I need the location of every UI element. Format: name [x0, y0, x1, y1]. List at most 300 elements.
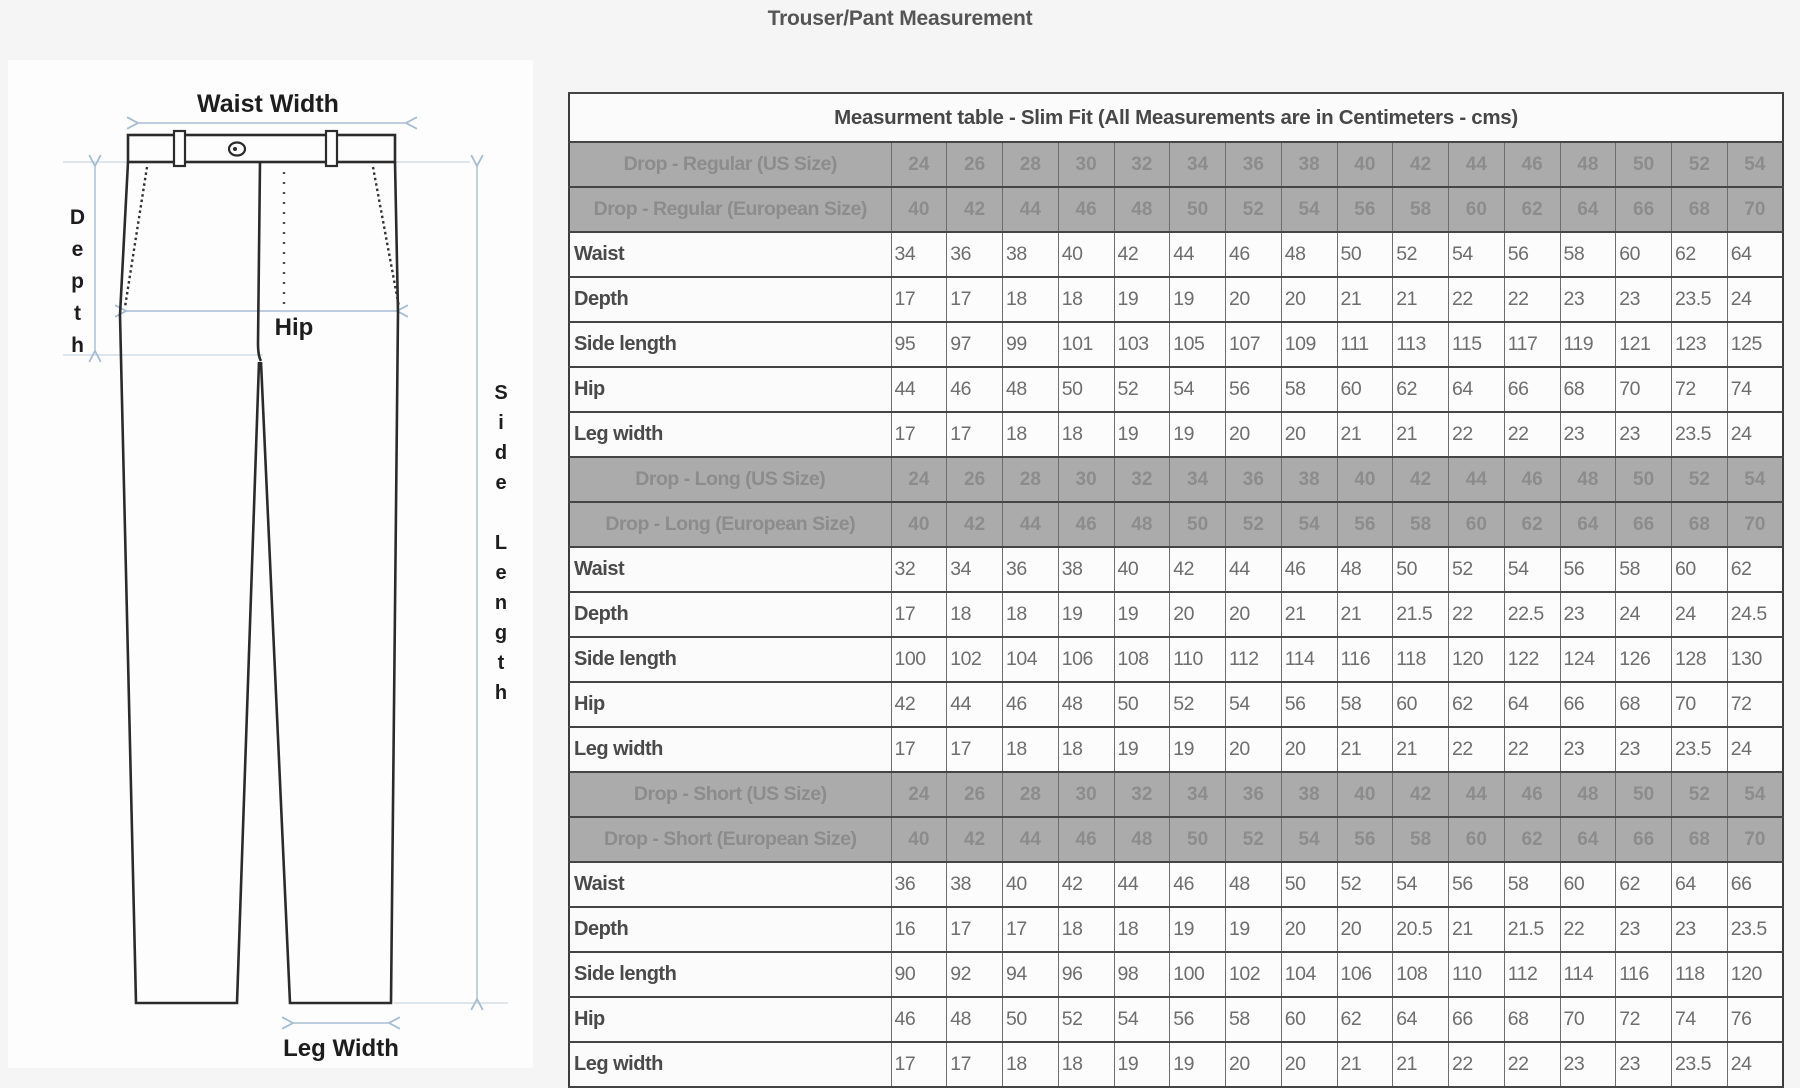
table-row	[569, 187, 1783, 232]
measure-row-label: Waist	[569, 232, 891, 277]
measure-row-label: Depth	[569, 907, 891, 952]
measure-value-cell: 19	[1114, 412, 1170, 457]
us-size-cell: 24	[891, 772, 947, 817]
measure-value-cell: 54	[1114, 997, 1170, 1042]
us-size-cell: 38	[1281, 142, 1337, 187]
measure-value-cell: 24	[1727, 412, 1783, 457]
measure-value-cell: 18	[1058, 1042, 1114, 1087]
us-size-cell: 42	[1393, 772, 1449, 817]
table-title: Measurment table - Slim Fit (All Measurements are in Centimeters - cms)	[569, 93, 1783, 142]
measure-value-cell: 90	[891, 952, 947, 997]
eu-size-cell: 54	[1281, 502, 1337, 547]
measure-value-cell: 72	[1727, 682, 1783, 727]
measure-value-cell: 20	[1337, 907, 1393, 952]
measure-value-cell: 21.5	[1504, 907, 1560, 952]
measure-value-cell: 70	[1560, 997, 1616, 1042]
us-size-cell: 54	[1727, 457, 1783, 502]
measure-value-cell: 125	[1727, 322, 1783, 367]
measure-value-cell: 110	[1170, 637, 1226, 682]
eu-size-cell: 58	[1393, 187, 1449, 232]
measure-value-cell: 92	[947, 952, 1003, 997]
us-size-cell: 30	[1058, 457, 1114, 502]
measure-row-label: Depth	[569, 592, 891, 637]
measure-row-label: Side length	[569, 952, 891, 997]
measure-value-cell: 21	[1393, 727, 1449, 772]
measure-row-label: Depth	[569, 277, 891, 322]
measure-value-cell: 58	[1560, 232, 1616, 277]
eu-size-cell: 44	[1003, 187, 1059, 232]
measure-value-cell: 74	[1672, 997, 1728, 1042]
measure-value-cell: 54	[1504, 547, 1560, 592]
measure-value-cell: 105	[1170, 322, 1226, 367]
measure-value-cell: 50	[1114, 682, 1170, 727]
measure-value-cell: 52	[1393, 232, 1449, 277]
measure-value-cell: 23	[1616, 907, 1672, 952]
eu-size-cell: 40	[891, 817, 947, 862]
measure-value-cell: 130	[1727, 637, 1783, 682]
measure-value-cell: 20	[1226, 1042, 1282, 1087]
us-size-cell: 44	[1449, 457, 1505, 502]
measurement-table-body	[569, 93, 1783, 1087]
measure-value-cell: 52	[1449, 547, 1505, 592]
measure-value-cell: 54	[1226, 682, 1282, 727]
side-length-label: Side Length	[490, 382, 512, 712]
us-size-cell: 34	[1170, 772, 1226, 817]
measure-value-cell: 120	[1727, 952, 1783, 997]
measure-value-cell: 48	[1226, 862, 1282, 907]
measure-value-cell: 19	[1114, 277, 1170, 322]
measure-row-label: Hip	[569, 682, 891, 727]
eu-size-cell: 70	[1727, 187, 1783, 232]
measure-value-cell: 42	[1114, 232, 1170, 277]
measure-value-cell: 114	[1281, 637, 1337, 682]
measure-value-cell: 38	[1058, 547, 1114, 592]
measure-value-cell: 54	[1449, 232, 1505, 277]
measure-value-cell: 46	[891, 997, 947, 1042]
measure-value-cell: 23.5	[1672, 1042, 1728, 1087]
eu-size-cell: 68	[1672, 187, 1728, 232]
measure-value-cell: 111	[1337, 322, 1393, 367]
eu-size-cell: 68	[1672, 817, 1728, 862]
table-row	[569, 862, 1783, 907]
measure-value-cell: 120	[1449, 637, 1505, 682]
measure-value-cell: 118	[1393, 637, 1449, 682]
measure-value-cell: 119	[1560, 322, 1616, 367]
measure-row-label: Side length	[569, 637, 891, 682]
measure-value-cell: 19	[1170, 1042, 1226, 1087]
measure-value-cell: 20	[1226, 592, 1282, 637]
measure-value-cell: 72	[1616, 997, 1672, 1042]
us-size-cell: 32	[1114, 772, 1170, 817]
measure-value-cell: 96	[1058, 952, 1114, 997]
eu-size-cell: 50	[1170, 817, 1226, 862]
measure-value-cell: 40	[1114, 547, 1170, 592]
us-size-cell: 36	[1226, 772, 1282, 817]
measure-value-cell: 23	[1672, 907, 1728, 952]
us-size-cell: 42	[1393, 142, 1449, 187]
eu-size-cell: 46	[1058, 187, 1114, 232]
measure-value-cell: 19	[1114, 727, 1170, 772]
measure-value-cell: 106	[1058, 637, 1114, 682]
depth-label: Depth	[66, 206, 89, 366]
measure-value-cell: 17	[947, 727, 1003, 772]
measure-value-cell: 24	[1727, 727, 1783, 772]
eu-size-cell: 66	[1616, 187, 1672, 232]
measure-value-cell: 24	[1727, 277, 1783, 322]
eu-size-cell: 50	[1170, 187, 1226, 232]
drop-eu-header: Drop - Long (European Size)	[569, 502, 891, 547]
eu-size-cell: 52	[1226, 502, 1282, 547]
measure-value-cell: 18	[1003, 1042, 1059, 1087]
eu-size-cell: 52	[1226, 187, 1282, 232]
eu-size-cell: 62	[1504, 187, 1560, 232]
measure-value-cell: 52	[1337, 862, 1393, 907]
eu-size-cell: 70	[1727, 502, 1783, 547]
us-size-cell: 34	[1170, 457, 1226, 502]
us-size-cell: 40	[1337, 142, 1393, 187]
measure-value-cell: 17	[891, 592, 947, 637]
measure-value-cell: 36	[947, 232, 1003, 277]
measure-value-cell: 17	[891, 1042, 947, 1087]
measure-value-cell: 38	[1003, 232, 1059, 277]
measure-value-cell: 50	[1393, 547, 1449, 592]
measure-value-cell: 22.5	[1504, 592, 1560, 637]
measure-value-cell: 22	[1504, 727, 1560, 772]
measure-value-cell: 52	[1114, 367, 1170, 412]
measure-value-cell: 40	[1003, 862, 1059, 907]
us-size-cell: 50	[1616, 457, 1672, 502]
measure-value-cell: 40	[1058, 232, 1114, 277]
measure-value-cell: 64	[1393, 997, 1449, 1042]
measure-value-cell: 122	[1504, 637, 1560, 682]
us-size-cell: 24	[891, 142, 947, 187]
hip-label: Hip	[274, 314, 314, 341]
measure-value-cell: 48	[947, 997, 1003, 1042]
measure-value-cell: 42	[891, 682, 947, 727]
measure-value-cell: 19	[1058, 592, 1114, 637]
measure-value-cell: 23	[1560, 277, 1616, 322]
measure-value-cell: 123	[1672, 322, 1728, 367]
measure-value-cell: 36	[1003, 547, 1059, 592]
table-row	[569, 1042, 1783, 1087]
measure-value-cell: 104	[1281, 952, 1337, 997]
measure-value-cell: 58	[1337, 682, 1393, 727]
measure-value-cell: 66	[1727, 862, 1783, 907]
measure-value-cell: 42	[1058, 862, 1114, 907]
measure-value-cell: 110	[1449, 952, 1505, 997]
measure-value-cell: 22	[1449, 592, 1505, 637]
measure-value-cell: 46	[947, 367, 1003, 412]
measure-value-cell: 118	[1672, 952, 1728, 997]
measure-value-cell: 50	[1058, 367, 1114, 412]
us-size-cell: 26	[947, 457, 1003, 502]
measure-value-cell: 44	[891, 367, 947, 412]
measure-value-cell: 22	[1449, 277, 1505, 322]
measure-value-cell: 17	[947, 907, 1003, 952]
us-size-cell: 46	[1504, 142, 1560, 187]
measure-value-cell: 21	[1393, 277, 1449, 322]
belt-loop-right	[326, 131, 337, 166]
us-size-cell: 48	[1560, 457, 1616, 502]
measure-value-cell: 114	[1560, 952, 1616, 997]
measure-value-cell: 126	[1616, 637, 1672, 682]
measure-value-cell: 54	[1170, 367, 1226, 412]
eu-size-cell: 68	[1672, 502, 1728, 547]
measure-value-cell: 17	[947, 1042, 1003, 1087]
measure-value-cell: 17	[891, 727, 947, 772]
measure-value-cell: 72	[1672, 367, 1728, 412]
page-title: Trouser/Pant Measurement	[767, 7, 1033, 30]
measure-value-cell: 21	[1337, 1042, 1393, 1087]
us-size-cell: 26	[947, 142, 1003, 187]
measure-value-cell: 56	[1226, 367, 1282, 412]
measure-value-cell: 23	[1616, 412, 1672, 457]
drop-eu-header: Drop - Regular (European Size)	[569, 187, 891, 232]
eu-size-cell: 48	[1114, 187, 1170, 232]
eu-size-cell: 70	[1727, 817, 1783, 862]
measure-value-cell: 20.5	[1393, 907, 1449, 952]
measure-value-cell: 18	[1114, 907, 1170, 952]
us-size-cell: 34	[1170, 142, 1226, 187]
table-row	[569, 907, 1783, 952]
drop-eu-header: Drop - Short (European Size)	[569, 817, 891, 862]
drop-us-header: Drop - Long (US Size)	[569, 457, 891, 502]
measure-value-cell: 19	[1170, 412, 1226, 457]
table-row	[569, 142, 1783, 187]
measure-value-cell: 76	[1727, 997, 1783, 1042]
measure-value-cell: 68	[1504, 997, 1560, 1042]
measure-value-cell: 60	[1337, 367, 1393, 412]
measure-value-cell: 109	[1281, 322, 1337, 367]
measure-value-cell: 17	[1003, 907, 1059, 952]
measure-value-cell: 107	[1226, 322, 1282, 367]
measure-value-cell: 17	[947, 277, 1003, 322]
fly-line	[258, 162, 261, 361]
trouser-outline	[120, 135, 398, 1003]
measure-value-cell: 60	[1281, 997, 1337, 1042]
measure-value-cell: 21	[1449, 907, 1505, 952]
measure-value-cell: 23.5	[1672, 412, 1728, 457]
measure-value-cell: 18	[1003, 727, 1059, 772]
left-leg	[120, 162, 259, 1003]
measure-value-cell: 23.5	[1727, 907, 1783, 952]
waist-width-label: Waist Width	[197, 90, 339, 118]
measure-value-cell: 22	[1449, 727, 1505, 772]
eu-size-cell: 64	[1560, 502, 1616, 547]
measure-value-cell: 60	[1672, 547, 1728, 592]
us-size-cell: 30	[1058, 772, 1114, 817]
measure-value-cell: 64	[1672, 862, 1728, 907]
leg-width-label: Leg Width	[283, 1035, 399, 1062]
us-size-cell: 38	[1281, 772, 1337, 817]
measure-value-cell: 24	[1727, 1042, 1783, 1087]
measure-value-cell: 17	[891, 412, 947, 457]
measure-value-cell: 58	[1616, 547, 1672, 592]
us-size-cell: 44	[1449, 772, 1505, 817]
measure-value-cell: 62	[1727, 547, 1783, 592]
us-size-cell: 36	[1226, 142, 1282, 187]
measure-value-cell: 24.5	[1727, 592, 1783, 637]
eu-size-cell: 44	[1003, 817, 1059, 862]
measure-value-cell: 101	[1058, 322, 1114, 367]
measure-value-cell: 66	[1560, 682, 1616, 727]
measure-value-cell: 100	[1170, 952, 1226, 997]
measure-value-cell: 60	[1560, 862, 1616, 907]
measure-row-label: Waist	[569, 862, 891, 907]
measure-value-cell: 17	[947, 412, 1003, 457]
measure-value-cell: 20	[1281, 412, 1337, 457]
measure-value-cell: 62	[1337, 997, 1393, 1042]
measure-value-cell: 98	[1114, 952, 1170, 997]
measure-value-cell: 62	[1672, 232, 1728, 277]
measure-value-cell: 97	[947, 322, 1003, 367]
measure-value-cell: 36	[891, 862, 947, 907]
measure-value-cell: 23	[1560, 592, 1616, 637]
us-size-cell: 54	[1727, 772, 1783, 817]
measure-value-cell: 21	[1337, 592, 1393, 637]
measure-row-label: Hip	[569, 997, 891, 1042]
measure-value-cell: 16	[891, 907, 947, 952]
eu-size-cell: 66	[1616, 817, 1672, 862]
measure-value-cell: 21.5	[1393, 592, 1449, 637]
table-row	[569, 952, 1783, 997]
measure-value-cell: 60	[1616, 232, 1672, 277]
measure-value-cell: 46	[1170, 862, 1226, 907]
measure-value-cell: 23	[1616, 277, 1672, 322]
measure-value-cell: 20	[1226, 412, 1282, 457]
measure-value-cell: 19	[1226, 907, 1282, 952]
us-size-cell: 24	[891, 457, 947, 502]
eu-size-cell: 58	[1393, 817, 1449, 862]
waistband	[128, 135, 395, 162]
measure-value-cell: 34	[891, 232, 947, 277]
eu-size-cell: 54	[1281, 187, 1337, 232]
measure-value-cell: 70	[1672, 682, 1728, 727]
measure-value-cell: 20	[1226, 727, 1282, 772]
measure-value-cell: 100	[891, 637, 947, 682]
measure-value-cell: 23	[1560, 412, 1616, 457]
measure-value-cell: 24	[1672, 592, 1728, 637]
measure-value-cell: 112	[1226, 637, 1282, 682]
measure-value-cell: 60	[1393, 682, 1449, 727]
measure-value-cell: 21	[1337, 412, 1393, 457]
table-row	[569, 412, 1783, 457]
trouser-diagram	[8, 60, 533, 1068]
us-size-cell: 36	[1226, 457, 1282, 502]
measure-value-cell: 19	[1170, 907, 1226, 952]
measure-value-cell: 95	[891, 322, 947, 367]
measure-value-cell: 58	[1226, 997, 1282, 1042]
us-size-cell: 54	[1727, 142, 1783, 187]
measure-value-cell: 21	[1393, 412, 1449, 457]
measure-value-cell: 18	[1058, 907, 1114, 952]
measure-row-label: Hip	[569, 367, 891, 412]
measure-value-cell: 56	[1281, 682, 1337, 727]
measure-value-cell: 116	[1337, 637, 1393, 682]
measure-value-cell: 56	[1560, 547, 1616, 592]
measure-value-cell: 48	[1003, 367, 1059, 412]
us-size-cell: 30	[1058, 142, 1114, 187]
eu-size-cell: 64	[1560, 817, 1616, 862]
table-row	[569, 232, 1783, 277]
measure-value-cell: 48	[1058, 682, 1114, 727]
measure-value-cell: 56	[1170, 997, 1226, 1042]
measure-value-cell: 20	[1170, 592, 1226, 637]
measure-value-cell: 46	[1226, 232, 1282, 277]
measurement-table	[568, 92, 1784, 1088]
measure-row-label: Side length	[569, 322, 891, 367]
measure-value-cell: 19	[1170, 727, 1226, 772]
us-size-cell: 26	[947, 772, 1003, 817]
measure-row-label: Waist	[569, 547, 891, 592]
measure-value-cell: 21	[1393, 1042, 1449, 1087]
us-size-cell: 40	[1337, 772, 1393, 817]
table-row	[569, 592, 1783, 637]
eu-size-cell: 40	[891, 502, 947, 547]
measure-value-cell: 64	[1504, 682, 1560, 727]
measure-row-label: Leg width	[569, 727, 891, 772]
measure-value-cell: 124	[1560, 637, 1616, 682]
eu-size-cell: 62	[1504, 817, 1560, 862]
measure-value-cell: 23	[1616, 727, 1672, 772]
eu-size-cell: 64	[1560, 187, 1616, 232]
measure-value-cell: 18	[1003, 592, 1059, 637]
measure-value-cell: 18	[1058, 277, 1114, 322]
measure-value-cell: 19	[1170, 277, 1226, 322]
measure-value-cell: 44	[947, 682, 1003, 727]
drop-us-header: Drop - Regular (US Size)	[569, 142, 891, 187]
measure-value-cell: 17	[891, 277, 947, 322]
measure-value-cell: 66	[1504, 367, 1560, 412]
eu-size-cell: 60	[1449, 187, 1505, 232]
measure-value-cell: 46	[1281, 547, 1337, 592]
eu-size-cell: 58	[1393, 502, 1449, 547]
measure-value-cell: 106	[1337, 952, 1393, 997]
eu-size-cell: 40	[891, 187, 947, 232]
table-row	[569, 93, 1783, 142]
drop-us-header: Drop - Short (US Size)	[569, 772, 891, 817]
eu-size-cell: 62	[1504, 502, 1560, 547]
measure-value-cell: 52	[1170, 682, 1226, 727]
measure-value-cell: 50	[1281, 862, 1337, 907]
measure-value-cell: 94	[1003, 952, 1059, 997]
table-row	[569, 997, 1783, 1042]
measure-value-cell: 32	[891, 547, 947, 592]
eu-size-cell: 42	[947, 502, 1003, 547]
us-size-cell: 28	[1003, 142, 1059, 187]
measure-value-cell: 19	[1114, 1042, 1170, 1087]
us-size-cell: 40	[1337, 457, 1393, 502]
eu-size-cell: 56	[1337, 187, 1393, 232]
measure-value-cell: 38	[947, 862, 1003, 907]
measure-value-cell: 44	[1170, 232, 1226, 277]
measure-value-cell: 18	[1058, 727, 1114, 772]
us-size-cell: 52	[1672, 142, 1728, 187]
table-row	[569, 457, 1783, 502]
us-size-cell: 38	[1281, 457, 1337, 502]
measure-value-cell: 58	[1504, 862, 1560, 907]
measure-value-cell: 50	[1003, 997, 1059, 1042]
measure-row-label: Leg width	[569, 412, 891, 457]
eu-size-cell: 60	[1449, 502, 1505, 547]
table-row	[569, 682, 1783, 727]
us-size-cell: 48	[1560, 772, 1616, 817]
measure-value-cell: 18	[1003, 277, 1059, 322]
measure-value-cell: 50	[1337, 232, 1393, 277]
measure-value-cell: 64	[1727, 232, 1783, 277]
measure-value-cell: 102	[947, 637, 1003, 682]
measure-value-cell: 99	[1003, 322, 1059, 367]
